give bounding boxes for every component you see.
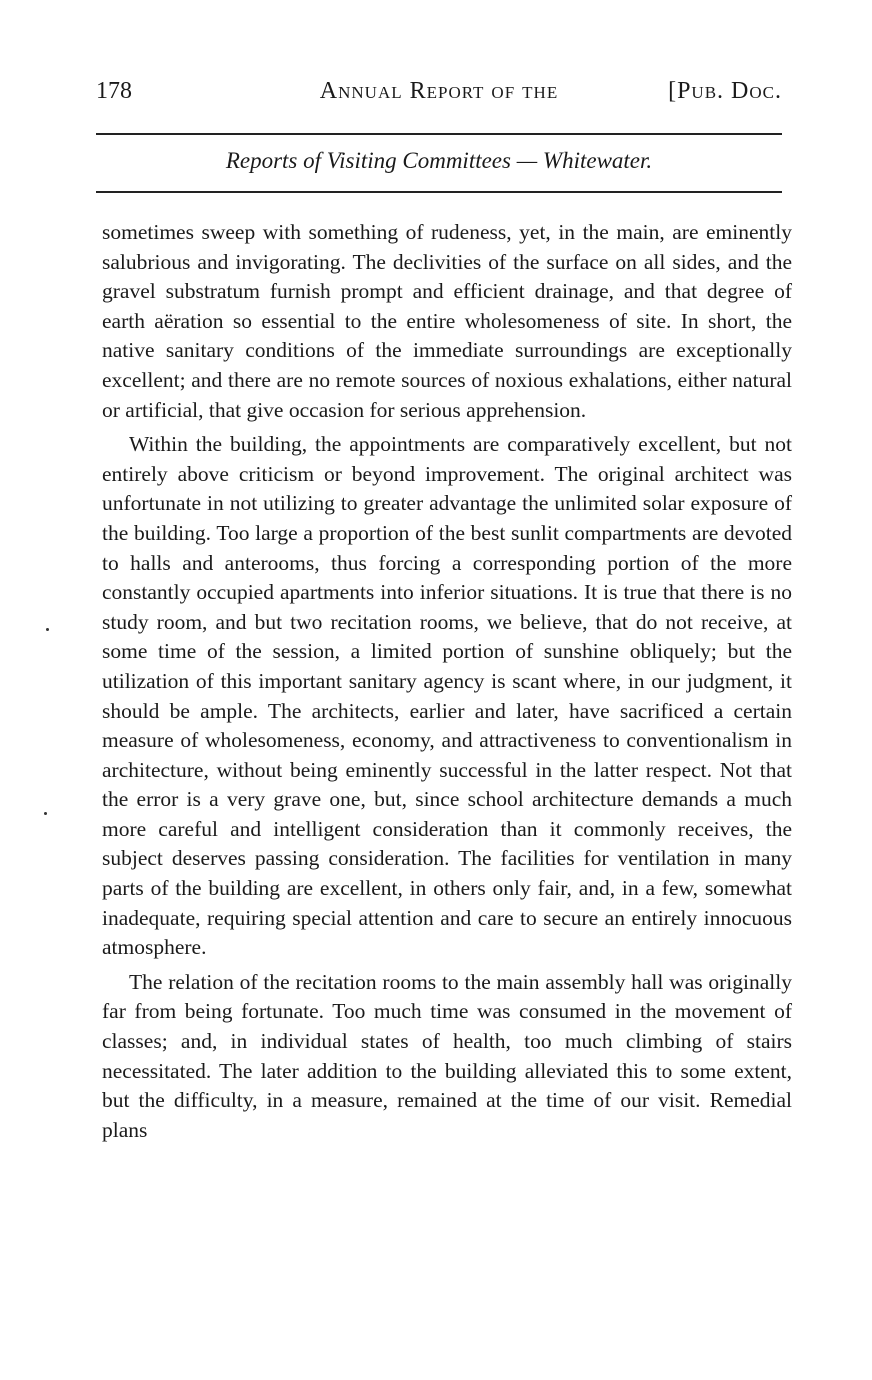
header-rule-bottom [96, 191, 782, 193]
header-rule-top [96, 133, 782, 135]
section-subtitle: Reports of Visiting Committees — Whitewater. [225, 148, 653, 173]
document-reference: [Pub. Doc. [668, 78, 782, 104]
page-header [96, 78, 782, 112]
running-title: Annual Report of the [319, 78, 559, 104]
body-text [102, 218, 792, 1150]
margin-speck [44, 812, 47, 815]
paragraph-2: Within the building, the appointments are comparatively excellent, but not entirely above criticism or beyond improvement. The original architect was unfortunate in not utilizing to greater advantage the unlimited solar exposure of the building. Too large a proportion of the best sunlit compartments are devoted to halls and anterooms, thus forcing a corresponding portion of the more constantly occupied apartments into inferior situations. It is true that there is no study room, and but two recitation rooms, we believe, that do not receive, at some time of the session, a limited portion of sunshine obliquely; but the utilization of this important sanitary agency is scant where, in our judgment, it should be ample. The architects, earlier and later, have sacrificed a certain measure of wholesomeness, economy, and attractiveness to conventionalism in architecture, without being eminently successful in the latter respect. Not that the error is a very grave one, but, since school architecture demands a much more careful and intelligent consideration than it commonly receives, the subject deserves passing consideration. The facilities for ventilation in many parts of the building are excellent, in others only fair, and, in a few, somewhat inadequate, requiring special attention and care to secure an entirely innocuous atmosphere. [102, 432, 792, 960]
paragraph-1: sometimes sweep with something of rudeness, yet, in the main, are eminently salubrious and invigorating. The declivities of the surface on all sides, and the gravel substratum furnish prompt and efficient drainage, and that degree of earth aëration so essential to the entire wholesomeness of site. In short, the native sanitary conditions of the immediate surroundings are exceptionally excellent; and there are no remote sources of noxious exhalations, either natural or artificial, that give occasion for serious apprehension. [102, 220, 792, 422]
page-number: 178 [96, 78, 132, 104]
paragraph-3: The relation of the recitation rooms to the main assembly hall was originally far from being fortunate. Too much time was consumed in the movement of classes; and, in individual states of health, too much climbing of stairs necessitated. The later addition to the building alleviated this to some extent, but the difficulty, in a measure, remained at the time of our visit. Remedial plans [102, 969, 792, 1142]
margin-speck [46, 628, 49, 631]
